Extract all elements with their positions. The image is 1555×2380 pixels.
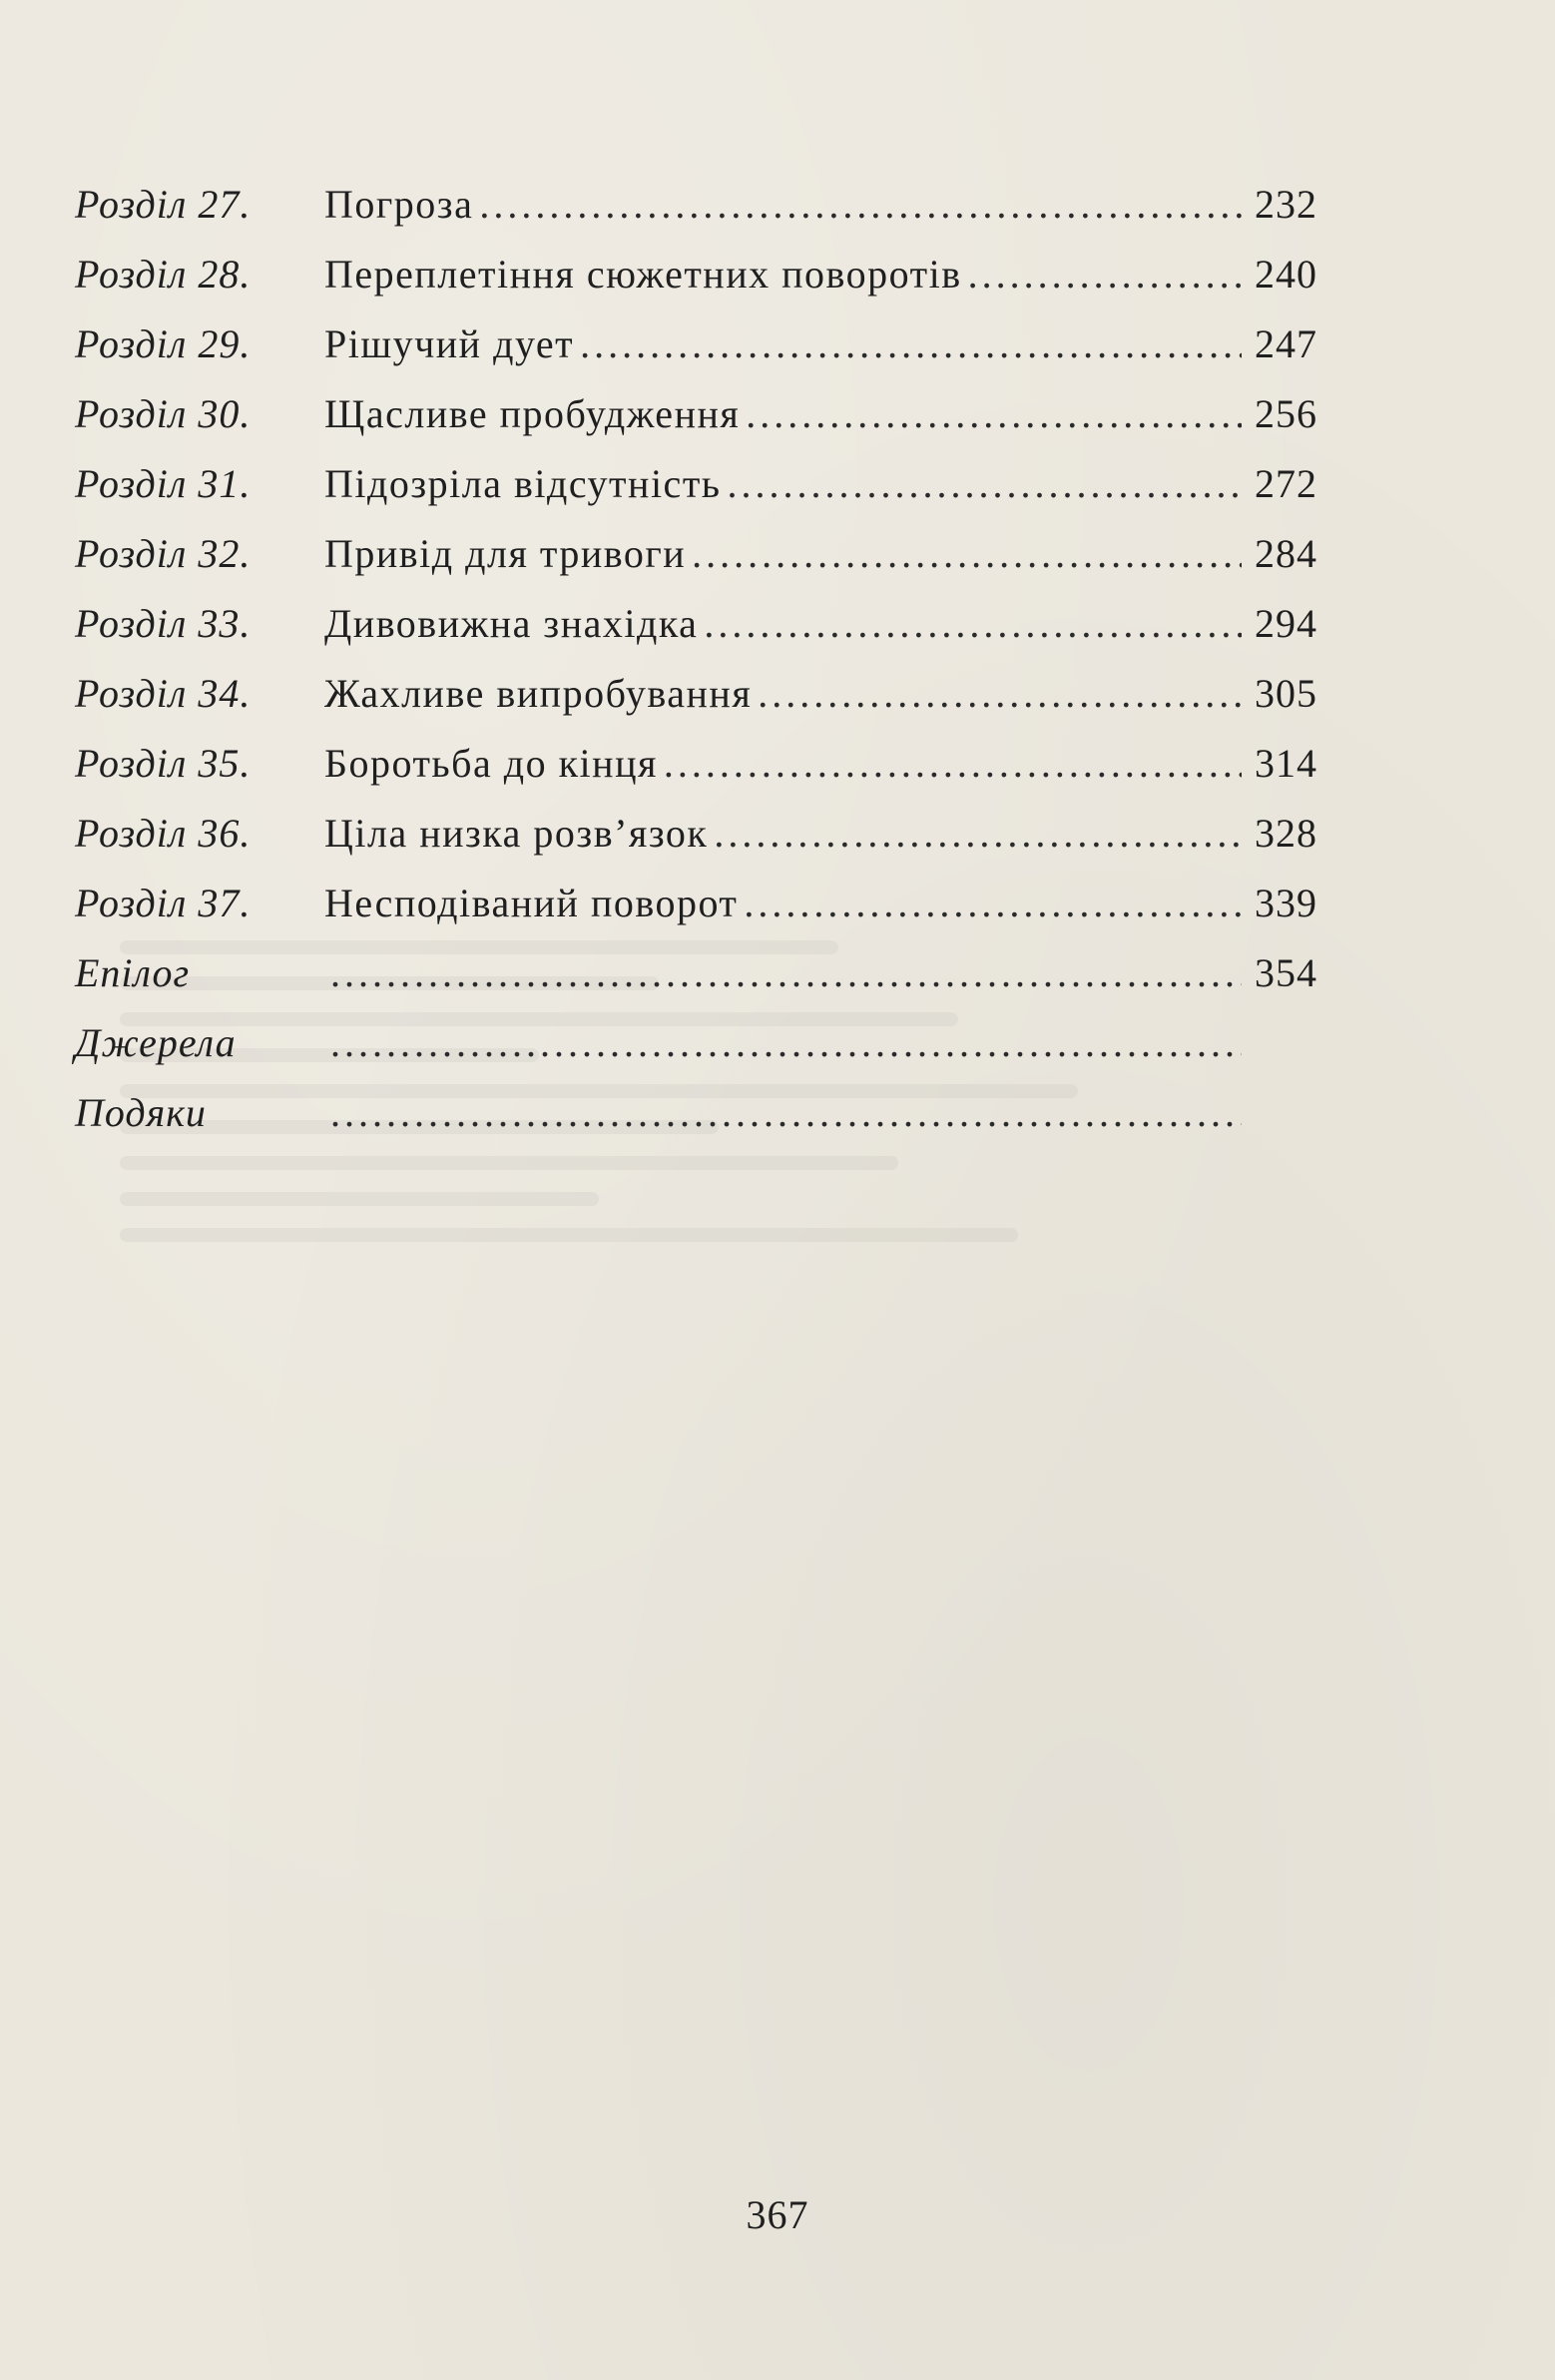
toc-entry-label: Розділ 35. (75, 741, 252, 786)
dot-leader (692, 519, 1242, 589)
toc-entry-label: Розділ 32. (75, 531, 252, 576)
dot-leader (330, 1008, 1242, 1078)
toc-entry-title: Переплетіння сюжетних поворотів (324, 252, 962, 297)
toc-entry (75, 519, 1317, 589)
dot-leader (968, 240, 1242, 309)
toc-entry (75, 729, 1317, 799)
dot-leader (330, 1078, 1242, 1148)
dot-leader (330, 938, 1242, 1008)
toc-entry-page: 354 (1255, 950, 1317, 995)
toc-entry-title: Щасливе пробудження (324, 391, 741, 436)
dot-leader (664, 729, 1242, 799)
toc-entry-title: Рішучий дует (324, 321, 575, 366)
toc-entry-title: Несподіваний поворот (324, 881, 739, 925)
toc-entry (75, 449, 1317, 519)
toc-entry-title: Жахливе випробування (324, 671, 753, 716)
toc-entry-label: Епілог (75, 950, 191, 995)
toc-entry-page: 247 (1255, 321, 1317, 366)
dot-leader (714, 799, 1242, 869)
toc-entry-label: Джерела (75, 1020, 237, 1065)
toc-entry-label: Розділ 27. (75, 182, 252, 227)
toc-entry (75, 938, 1317, 1008)
dot-leader (746, 379, 1242, 449)
toc-entry-title: Підозріла відсутність (324, 461, 722, 506)
dot-leader (744, 869, 1242, 938)
toc-entry-page: 328 (1255, 811, 1317, 856)
toc-entry-page: 232 (1255, 182, 1317, 227)
toc-entry-page: 256 (1255, 391, 1317, 436)
toc-entry-title: Привід для тривоги (324, 531, 687, 576)
toc-entry-title: Дивовижна знахідка (324, 601, 699, 646)
toc-entry-label: Розділ 28. (75, 252, 252, 297)
toc-entry (75, 1078, 1317, 1148)
toc-entry (75, 589, 1317, 659)
toc-entry-label: Подяки (75, 1090, 207, 1135)
toc-entry-page: 305 (1255, 671, 1317, 716)
toc-entry (75, 1008, 1317, 1078)
toc-entry-title: Боротьба до кінця (324, 741, 658, 786)
toc-entry-title: Погроза (324, 182, 474, 227)
toc-entry-page: 339 (1255, 881, 1317, 925)
toc-entry-label: Розділ 36. (75, 811, 252, 856)
toc-entry (75, 240, 1317, 309)
toc-entry-label: Розділ 31. (75, 461, 252, 506)
toc-entry-label: Розділ 33. (75, 601, 252, 646)
table-of-contents (75, 170, 1317, 1148)
toc-entry-label: Розділ 29. (75, 321, 252, 366)
dot-leader (758, 659, 1242, 729)
toc-entry (75, 309, 1317, 379)
toc-entry-label: Розділ 37. (75, 881, 252, 925)
toc-entry-label: Розділ 30. (75, 391, 252, 436)
toc-entry-page: 284 (1255, 531, 1317, 576)
toc-entry (75, 869, 1317, 938)
toc-entry (75, 379, 1317, 449)
toc-entry-page: 314 (1255, 741, 1317, 786)
toc-entry (75, 170, 1317, 240)
page-number: 367 (746, 2192, 809, 2237)
dot-leader (704, 589, 1242, 659)
dot-leader (728, 449, 1242, 519)
toc-entry-page: 240 (1255, 252, 1317, 297)
toc-entry-title: Ціла низка розв’язок (324, 811, 709, 856)
toc-entry-label: Розділ 34. (75, 671, 252, 716)
dot-leader (479, 170, 1242, 240)
toc-entry-page: 294 (1255, 601, 1317, 646)
toc-entry-page: 272 (1255, 461, 1317, 506)
toc-entry (75, 799, 1317, 869)
toc-entry (75, 659, 1317, 729)
dot-leader (580, 309, 1242, 379)
